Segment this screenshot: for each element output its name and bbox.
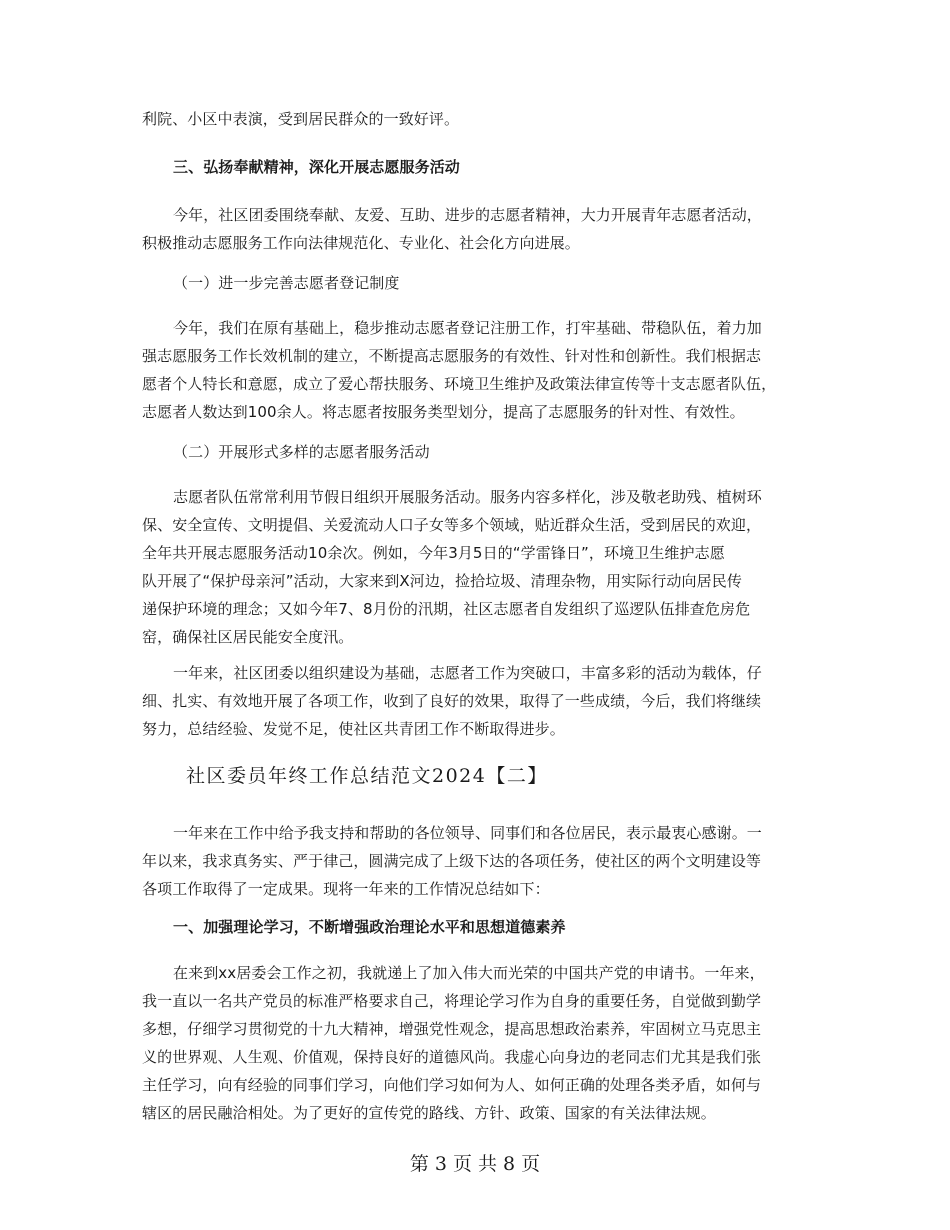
paragraph-line: 主任学习，向有经验的同事们学习，向他们学习如何为人、如何正确的处理各类矛盾，如何与 [142, 1076, 762, 1094]
paragraph-line: 志愿者队伍常常利用节假日组织开展服务活动。服务内容多样化，涉及敬老助残、植树环 [173, 488, 762, 506]
paragraph-line: 各项工作取得了一定成果。现将一年来的工作情况总结如下： [142, 880, 550, 898]
paragraph-line: 在来到xx居委会工作之初，我就递上了加入伟大而光荣的中国共产党的申请书。一年来， [173, 964, 765, 982]
paragraph-line: 愿者个人特长和意愿，成立了爱心帮扶服务、环境卫生维护及政策法律宣传等十支志愿者队伍， [142, 375, 777, 393]
document-title: 社区委员年终工作总结范文2024【二】 [186, 765, 548, 787]
paragraph-line: 强志愿服务工作长效机制的建立，不断提高志愿服务的有效性、针对性和创新性。我们根据志 [142, 347, 762, 365]
paragraph-line: 队开展了“保护母亲河”活动，大家来到X河边，捡拾垃圾、清理杂物，用实际行动向居民传 [142, 572, 742, 590]
paragraph-line: 递保护环境的理念；又如今年7、8月份的汛期，社区志愿者自发组织了巡逻队伍排查危房危 [142, 600, 751, 618]
paragraph-line: 辖区的居民融洽相处。为了更好的宣传党的路线、方针、政策、国家的有关法律法规。 [142, 1104, 716, 1122]
paragraph-line: 年以来，我求真务实、严于律己，圆满完成了上级下达的各项任务，使社区的两个文明建设等 [142, 852, 762, 870]
section-heading: 三、弘扬奉献精神，深化开展志愿服务活动 [173, 158, 460, 176]
paragraph-line: 我一直以一名共产党员的标准严格要求自己，将理论学习作为自身的重要任务，自觉做到勤学 [142, 992, 762, 1010]
paragraph-line: 全年共开展志愿服务活动10余次。例如，今年3月5日的“学雷锋日”，环境卫生维护志愿 [142, 544, 725, 562]
paragraph-line: 利院、小区中表演，受到居民群众的一致好评。 [142, 110, 460, 128]
paragraph-line: 窑，确保社区居民能安全度汛。 [142, 628, 354, 646]
page-number-footer: 第 3 页 共 8 页 [409, 1153, 541, 1175]
paragraph-line: 细、扎实、有效地开展了各项工作，收到了良好的效果，取得了一些成绩，今后，我们将继续 [142, 692, 762, 710]
paragraph-line: 多想，仔细学习贯彻党的十九大精神，增强党性观念，提高思想政治素养，牢固树立马克思主 [142, 1020, 762, 1038]
subsection-heading: （二）开展形式多样的志愿者服务活动 [173, 443, 430, 461]
paragraph-line: 一年来，社区团委以组织建设为基础，志愿者工作为突破口，丰富多彩的活动为载体，仔 [173, 664, 762, 682]
paragraph-line: 努力，总结经验、发觉不足，使社区共青团工作不断取得进步。 [142, 720, 565, 738]
paragraph-line: 今年，社区团委围绕奉献、友爱、互助、进步的志愿者精神，大力开展青年志愿者活动， [173, 206, 762, 224]
subsection-heading: （一）进一步完善志愿者登记制度 [173, 274, 400, 292]
paragraph-line: 一年来在工作中给予我支持和帮助的各位领导、同事们和各位居民，表示最衷心感谢。一 [173, 824, 762, 842]
paragraph-line: 保、安全宣传、文明提倡、关爱流动人口子女等多个领域，贴近群众生活，受到居民的欢迎， [142, 516, 762, 534]
paragraph-line: 志愿者人数达到100余人。将志愿者按服务类型划分，提高了志愿服务的针对性、有效性。 [142, 403, 745, 421]
paragraph-line: 积极推动志愿服务工作向法律规范化、专业化、社会化方向进展。 [142, 234, 580, 252]
paragraph-line: 义的世界观、人生观、价值观，保持良好的道德风尚。我虚心向身边的老同志们尤其是我们张 [142, 1048, 762, 1066]
paragraph-line: 今年，我们在原有基础上，稳步推动志愿者登记注册工作，打牢基础、带稳队伍，着力加 [173, 319, 762, 337]
section-heading: 一、加强理论学习，不断增强政治理论水平和思想道德素养 [173, 918, 566, 936]
